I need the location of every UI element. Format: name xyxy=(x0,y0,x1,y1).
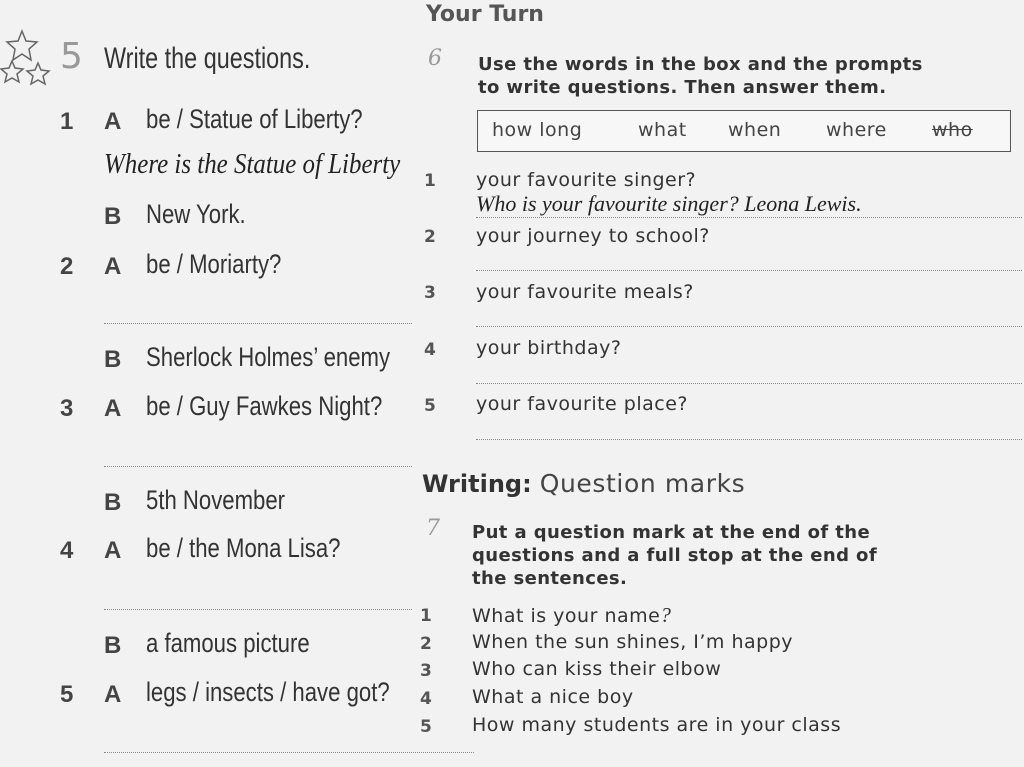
item-3-answer: 5th November xyxy=(146,485,286,515)
ex6-item-1-number: 1 xyxy=(424,171,436,191)
ex6-item-2-answer-line xyxy=(476,270,1022,271)
ex6-item-4-number: 4 xyxy=(424,340,436,360)
item-4-prompt: be / the Mona Lisa? xyxy=(146,533,341,563)
word-box xyxy=(477,110,1011,152)
exercise-5-title: Write the questions. xyxy=(104,42,311,75)
item-1-a-label: A xyxy=(104,108,122,135)
item-4-answer: a famous picture xyxy=(146,628,310,658)
item-1-b-label: B xyxy=(104,203,122,230)
ex6-item-3-answer-line xyxy=(476,326,1022,327)
ex6-item-2-prompt: your journey to school? xyxy=(476,225,710,247)
ex7-item-5-sentence: How many students are in your class xyxy=(472,714,842,736)
item-2-answer: Sherlock Holmes’ enemy xyxy=(146,342,391,372)
exercise-7-number: 7 xyxy=(426,516,440,541)
ex7-item-5-number: 5 xyxy=(420,717,432,737)
exercise-6-instruction-line-1: Use the words in the box and the prompts xyxy=(478,54,923,75)
ex7-item-4-sentence: What a nice boy xyxy=(472,686,634,708)
word-box-item-crossed: who xyxy=(932,119,973,141)
item-5-number: 5 xyxy=(60,681,74,708)
ex7-item-3-sentence: Who can kiss their elbow xyxy=(472,658,722,680)
item-3-b-label: B xyxy=(104,489,122,516)
exercise-6-number: 6 xyxy=(428,46,442,71)
ex7-item-2-number: 2 xyxy=(420,634,432,654)
item-1-prompt: be / Statue of Liberty? xyxy=(146,104,363,134)
word-box-item: when xyxy=(728,119,782,141)
exercise-5-number: 5 xyxy=(60,36,83,77)
writing-heading-bold: Writing: xyxy=(422,470,532,498)
ex6-item-5-number: 5 xyxy=(424,396,436,416)
word-box-item: where xyxy=(826,119,887,141)
exercise-7-instruction-line-1: Put a question mark at the end of the xyxy=(472,522,871,543)
ex6-item-1-handwritten-answer: Who is your favourite singer? Leona Lewis. xyxy=(476,191,862,216)
item-2-answer-line xyxy=(104,323,412,324)
exercise-7-instruction-line-2: questions and a full stop at the end of xyxy=(472,545,878,566)
word-box-item: how long xyxy=(492,119,583,141)
item-4-answer-line xyxy=(104,609,412,610)
ex6-item-5-answer-line xyxy=(476,439,1022,440)
writing-heading-topic: Question marks xyxy=(539,469,746,498)
exercise-6-instruction-line-2: to write questions. Then answer them. xyxy=(478,77,887,98)
section-title: Your Turn xyxy=(426,2,544,27)
item-5-answer-line xyxy=(104,752,474,753)
ex7-item-1-text: What is your name xyxy=(472,605,661,627)
item-2-number: 2 xyxy=(60,253,74,280)
ex6-item-4-prompt: your birthday? xyxy=(476,337,622,359)
item-4-b-label: B xyxy=(104,632,122,659)
stars-icon xyxy=(0,28,54,94)
ex6-item-2-number: 2 xyxy=(424,227,436,247)
item-2-a-label: A xyxy=(104,253,122,280)
item-1-number: 1 xyxy=(60,108,74,135)
item-1-handwritten-answer: Where is the Statue of Liberty xyxy=(104,148,401,180)
ex7-item-1-handwritten-mark: ? xyxy=(660,603,672,627)
item-4-a-label: A xyxy=(104,537,122,564)
ex6-item-1-answer-line xyxy=(476,217,1022,218)
ex7-item-1-sentence xyxy=(472,603,671,628)
item-3-number: 3 xyxy=(60,395,74,422)
writing-heading xyxy=(422,469,745,498)
item-3-answer-line xyxy=(104,466,412,467)
ex6-item-3-prompt: your favourite meals? xyxy=(476,281,694,303)
item-4-number: 4 xyxy=(60,537,74,564)
exercise-7-instruction-line-3: the sentences. xyxy=(472,568,628,589)
item-3-a-label: A xyxy=(104,395,122,422)
ex6-item-3-number: 3 xyxy=(424,283,436,303)
item-2-b-label: B xyxy=(104,346,122,373)
ex7-item-1-number: 1 xyxy=(420,606,432,626)
item-1-answer: New York. xyxy=(146,199,246,229)
ex7-item-3-number: 3 xyxy=(420,661,432,681)
item-5-a-label: A xyxy=(104,681,122,708)
item-3-prompt: be / Guy Fawkes Night? xyxy=(146,391,383,421)
ex6-item-5-prompt: your favourite place? xyxy=(476,393,688,415)
ex6-item-4-answer-line xyxy=(476,383,1022,384)
item-5-prompt: legs / insects / have got? xyxy=(146,677,390,707)
item-2-prompt: be / Moriarty? xyxy=(146,249,282,279)
ex7-item-4-number: 4 xyxy=(420,689,432,709)
ex7-item-2-sentence: When the sun shines, I’m happy xyxy=(472,631,794,653)
ex6-item-1-prompt: your favourite singer? xyxy=(476,169,697,191)
word-box-item: what xyxy=(638,119,687,141)
